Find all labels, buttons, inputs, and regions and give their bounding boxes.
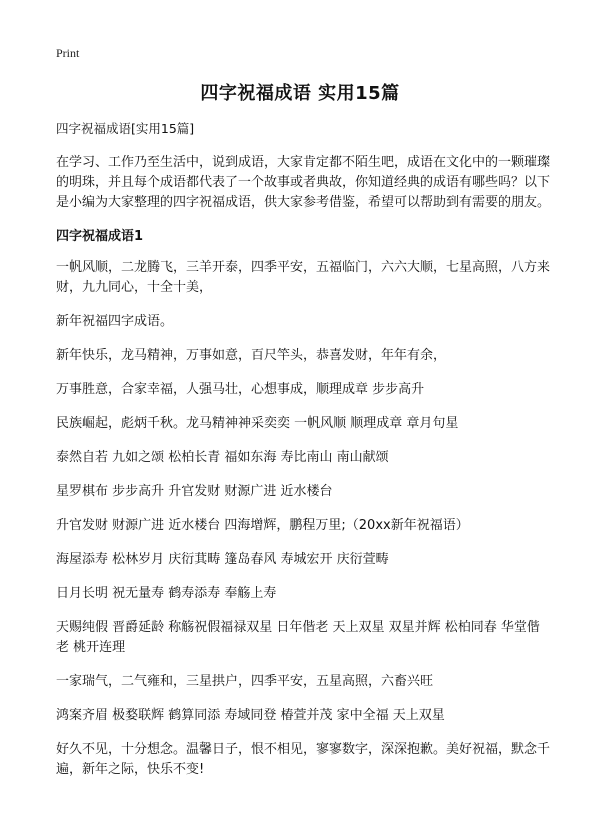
paragraph-line-12: 一家瑞气，二气雍和，三星拱户，四季平安，五星高照，六畜兴旺	[56, 674, 434, 689]
paragraph-line-13: 鸿案齐眉 极婺联辉 鹤算同添 寿域同登 椿萱并茂 家中全福 天上双星	[56, 708, 445, 723]
paragraph-line-4: 万事胜意，合家幸福，人强马壮，心想事成，顺理成章 步步高升	[56, 382, 425, 397]
paragraph-line-3: 新年快乐，龙马精神，万事如意，百尺竿头，恭喜发财，年年有余，	[56, 348, 447, 363]
paragraph-line-2: 新年祝福四字成语。	[56, 314, 174, 329]
paragraph-line-14: 好久不见，十分想念。温馨日子，恨不相见，寥寥数字，深深抱歉。美好祝福，默念千遍，新年之际，快乐不变!	[56, 742, 551, 777]
print-link[interactable]: Print	[56, 46, 80, 60]
paragraph-line-7: 星罗棋布 步步高升 升官发财 财源广进 近水楼台	[56, 484, 333, 499]
page-title: 四字祝福成语 实用15篇	[200, 83, 400, 104]
paragraph-line-5: 民族崛起，彪炳千秋。龙马精神神采奕奕 一帆风顺 顺理成章 章月句星	[56, 416, 459, 431]
paragraph-line-8: 升官发财 财源广进 近水楼台 四海增辉，鹏程万里;（20xx新年祝福语）	[56, 518, 469, 533]
section-heading: 四字祝福成语1	[56, 229, 144, 244]
paragraph-line-10: 日月长明 祝无量寿 鹤寿添寿 奉觞上寿	[56, 586, 277, 601]
article-body	[56, 119, 552, 794]
paragraph-line-1: 一帆风顺，二龙腾飞，三羊开泰，四季平安，五福临门，六六大顺，七星高照，八方来财，九九同心，十全十美，	[56, 260, 551, 295]
paragraph-line-11: 天赐纯假 晋爵延龄 称觞祝假福禄双星 日年偕老 天上双星 双星并辉 松柏同春 华堂偕老 桃开连理	[56, 620, 540, 655]
intro-paragraph: 在学习、工作乃至生活中，说到成语，大家肯定都不陌生吧，成语在文化中的一颗璀璨的明珠，并且每个成语都代表了一个故事或者典故，你知道经典的成语有哪些吗？以下是小编为大家整理的四字祝福成语，供大家参考借鉴，希望可以帮助到有需要的朋友。	[56, 155, 551, 210]
article-subtitle: 四字祝福成语[实用15篇]	[56, 121, 195, 136]
paragraph-line-9: 海屋添寿 松林岁月 庆衍萁畴 篷岛春风 寿城宏开 庆衍萱畴	[56, 552, 389, 567]
paragraph-line-6: 泰然自若 九如之颂 松柏长青 福如东海 寿比南山 南山献颂	[56, 450, 389, 465]
